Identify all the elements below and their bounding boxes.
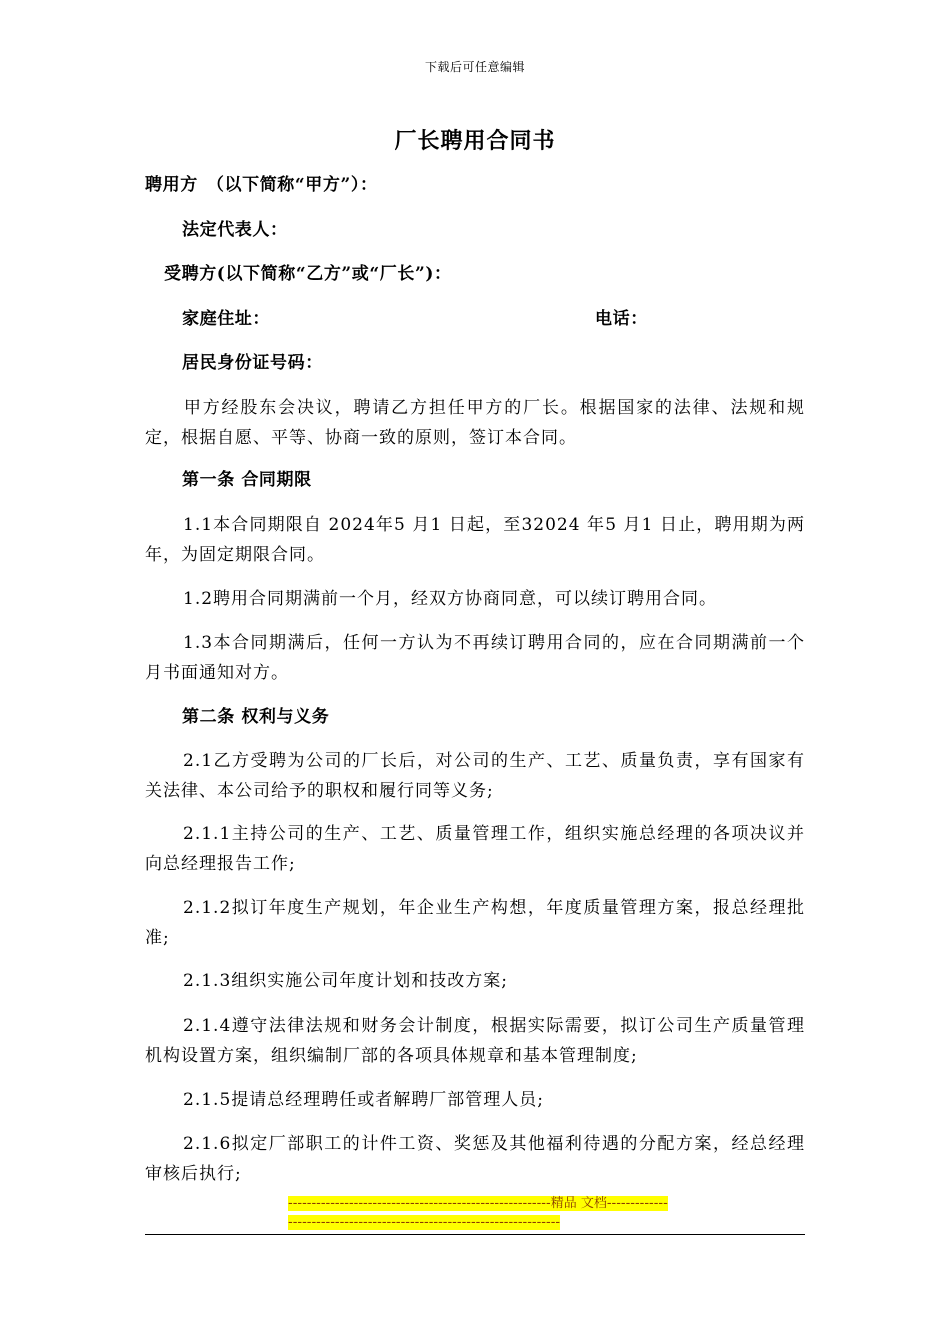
clause-2-1-1 (145, 819, 805, 879)
clause-2-1-3 (145, 966, 805, 996)
footer-watermark (288, 1194, 668, 1232)
phone-line: 电话： (595, 309, 648, 329)
clause-2-1-2 (145, 893, 805, 953)
clause-1-1-text: 1.1本合同期限自 2024年5 月1 日起，至32024 年5 月1 日止，聘用期为两年，为固定期限合同。 (145, 515, 805, 565)
clause-1-2-text: 1.2聘用合同期满前一个月，经双方协商同意，可以续订聘用合同。 (183, 589, 718, 609)
party-b-line: 受聘方(以下简称“乙方”或“厂长”)： (164, 264, 452, 284)
clause-2-1-6-text: 2.1.6拟定厂部职工的计件工资、奖惩及其他福利待遇的分配方案，经总经理审核后执行; (145, 1134, 805, 1184)
clause-2-1-5 (145, 1085, 805, 1115)
legal-representative-line: 法定代表人： (182, 220, 288, 240)
header-note: 下载后可任意编辑 (424, 60, 525, 74)
document-title: 厂长聘用合同书 (394, 129, 556, 154)
clause-2-1-3-text: 2.1.3组织实施公司年度计划和技改方案; (183, 971, 508, 991)
clause-1-3 (145, 628, 805, 688)
clause-2-1-1-text: 2.1.1主持公司的生产、工艺、质量管理工作，组织实施总经理的各项决议并向总经理报告工作; (145, 824, 805, 874)
clause-2-1-4-text: 2.1.4遵守法律法规和财务会计制度，根据实际需要，拟订公司生产质量管理机构设置方案，组织编制厂部的各项具体规章和基本管理制度; (145, 1016, 805, 1066)
clause-1-1 (145, 510, 805, 570)
clause-1-3-text: 1.3本合同期满后，任何一方认为不再续订聘用合同的，应在合同期满前一个月书面通知对方。 (145, 633, 805, 683)
clause-1-2 (145, 584, 805, 614)
clause-2-1-4 (145, 1011, 805, 1071)
clause-2-1-2-text: 2.1.2拟订年度生产规划，年企业生产构想，年度质量管理方案，报总经理批准; (145, 898, 805, 948)
clause-2-1-5-text: 2.1.5提请总经理聘任或者解聘厂部管理人员; (183, 1090, 544, 1110)
intro-paragraph (145, 393, 805, 453)
section-2-title: 第二条 权利与义务 (182, 707, 330, 727)
clause-2-1-text: 2.1乙方受聘为公司的厂长后，对公司的生产、工艺、质量负责，享有国家有关法律、本公司给予的职权和履行同等义务; (145, 751, 805, 801)
id-number-line: 居民身份证号码： (182, 353, 323, 373)
clause-2-1 (145, 746, 805, 806)
section-1-title: 第一条 合同期限 (182, 470, 312, 490)
footer-divider (145, 1234, 805, 1235)
party-a-line: 聘用方 （以下简称“甲方”）： (145, 175, 378, 195)
intro-text: 甲方经股东会决议，聘请乙方担任甲方的厂长。根据国家的法律、法规和规定，根据自愿、平等、协商一致的原则，签订本合同。 (145, 398, 805, 448)
clause-2-1-6 (145, 1129, 805, 1189)
footer-watermark-text: --------------------------------------------------------精品 文档----------------------------------------------------------------------- (288, 1196, 668, 1230)
home-address-line: 家庭住址： (182, 309, 270, 329)
